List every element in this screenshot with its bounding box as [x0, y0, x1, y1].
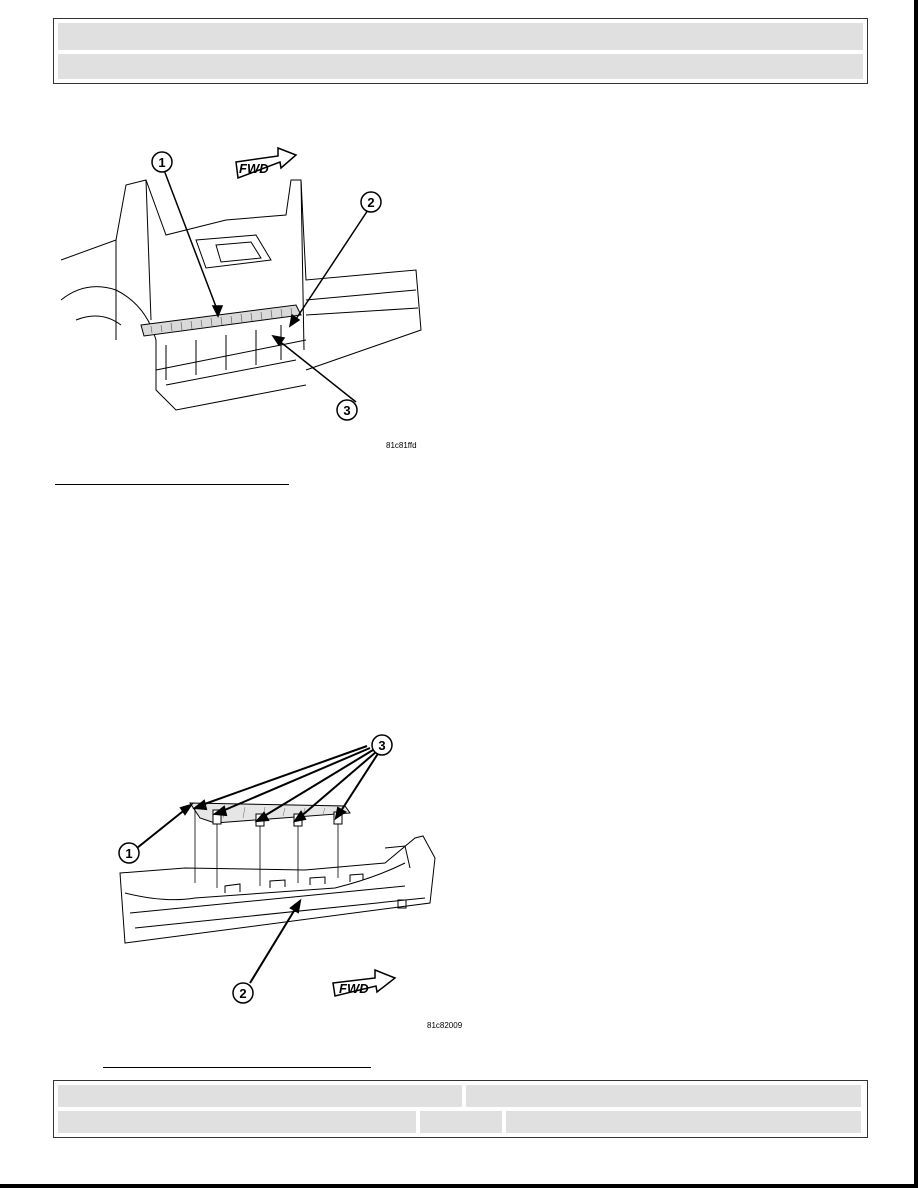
footer-cell [58, 1111, 416, 1133]
header-row-title [58, 23, 863, 50]
callout-1: 1 [125, 846, 133, 861]
figure-code: 81c81ffd [386, 441, 417, 450]
fwd-label: FWD [239, 161, 269, 176]
caption-underline [55, 484, 289, 485]
callout-3: 3 [378, 738, 386, 753]
callout-1: 1 [158, 155, 166, 170]
figure-sill-trim-overview [56, 140, 426, 455]
figure-code: 81c82009 [427, 1021, 463, 1030]
fwd-label: FWD [339, 981, 369, 996]
callout-2: 2 [239, 986, 247, 1001]
forward-arrow-icon [333, 970, 395, 996]
caption-underline [103, 1067, 371, 1068]
header-table [53, 18, 868, 84]
forward-arrow-icon [236, 148, 296, 178]
figure-sill-trim-clips [105, 728, 470, 1033]
footer-table [53, 1080, 868, 1138]
callout-2: 2 [367, 195, 375, 210]
footer-cell [506, 1111, 861, 1133]
footer-cell [466, 1085, 861, 1107]
callout-3: 3 [343, 403, 351, 418]
footer-cell [58, 1085, 462, 1107]
header-row-subtitle [58, 54, 863, 79]
footer-cell [420, 1111, 502, 1133]
